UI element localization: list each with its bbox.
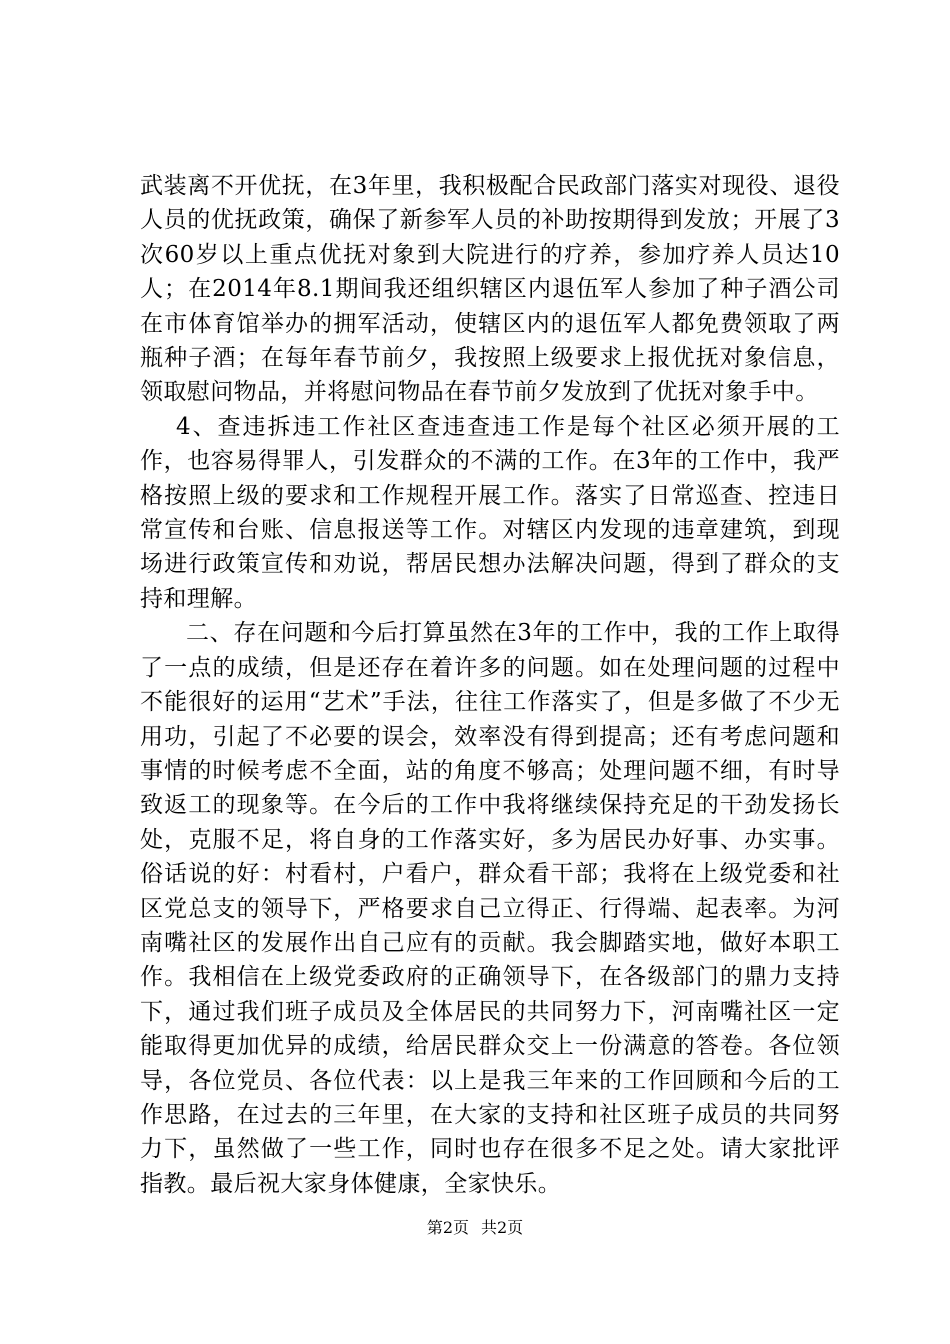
page-footer (0, 1218, 950, 1238)
paragraph-military-support: 武装离不开优抚，在3年里，我积极配合民政部门落实对现役、退役人员的优抚政策，确保了新参军人员的补助按期得到发放；开展了3次60岁以上重点优抚对象到大院进行的疗养，参加疗养人员达10人；在2014年8.1期间我还组织辖区内退伍军人参加了种子酒公司在市体育馆举办的拥军活动，使辖区内的退伍军人都免费领取了两瓶种子酒；在每年春节前夕，我按照上级要求上报优抚对象信息，领取慰问物品，并将慰问物品在春节前夕发放到了优抚对象手中。 (140, 173, 840, 406)
document-body (140, 169, 840, 1201)
paragraph-illegal-construction: 4、查违拆违工作社区查违查违工作是每个社区必须开展的工作，也容易得罪人，引发群众的不满的工作。在3年的工作中，我严格按照上级的要求和工作规程开展工作。落实了日常巡查、控违日常宣传和台账、信息报送等工作。对辖区内发现的违章建筑，到现场进行政策宣传和劝说，帮居民想办法解决问题，得到了群众的支持和理解。 (140, 413, 840, 612)
paragraph-problems-and-plans: 二、存在问题和今后打算虽然在3年的工作中，我的工作上取得了一点的成绩，但是还存在着许多的问题。如在处理问题的过程中不能很好的运用“艺术”手法，往往工作落实了，但是多做了不少无用功，引起了不必要的误会，效率没有得到提高；还有考虑问题和事情的时候考虑不全面，站的角度不够高；处理问题不细，有时导致返工的现象等。在今后的工作中我将继续保持充足的干劲发扬长处，克服不足，将自身的工作落实好，多为居民办好事、办实事。俗话说的好：村看村，户看户，群众看干部；我将在上级党委和社区党总支的领导下，严格要求自己立得正、行得端、起表率。为河南嘴社区的发展作出自己应有的贡献。我会脚踏实地，做好本职工作。我相信在上级党委政府的正确领导下，在各级部门的鼎力支持下，通过我们班子成员及全体居民的共同努力下，河南嘴社区一定能取得更加优异的成绩，给居民群众交上一份满意的答卷。各位领导，各位党员、各位代表：以上是我三年来的工作回顾和今后的工作思路，在过去的三年里，在大家的支持和社区班子成员的共同努力下，虽然做了一些工作，同时也存在很多不足之处。请大家批评指教。最后祝大家身体健康，全家快乐。 (140, 620, 840, 1197)
page-number-total: 共2页 (481, 1218, 524, 1237)
page-number-current: 第2页 (426, 1218, 469, 1237)
